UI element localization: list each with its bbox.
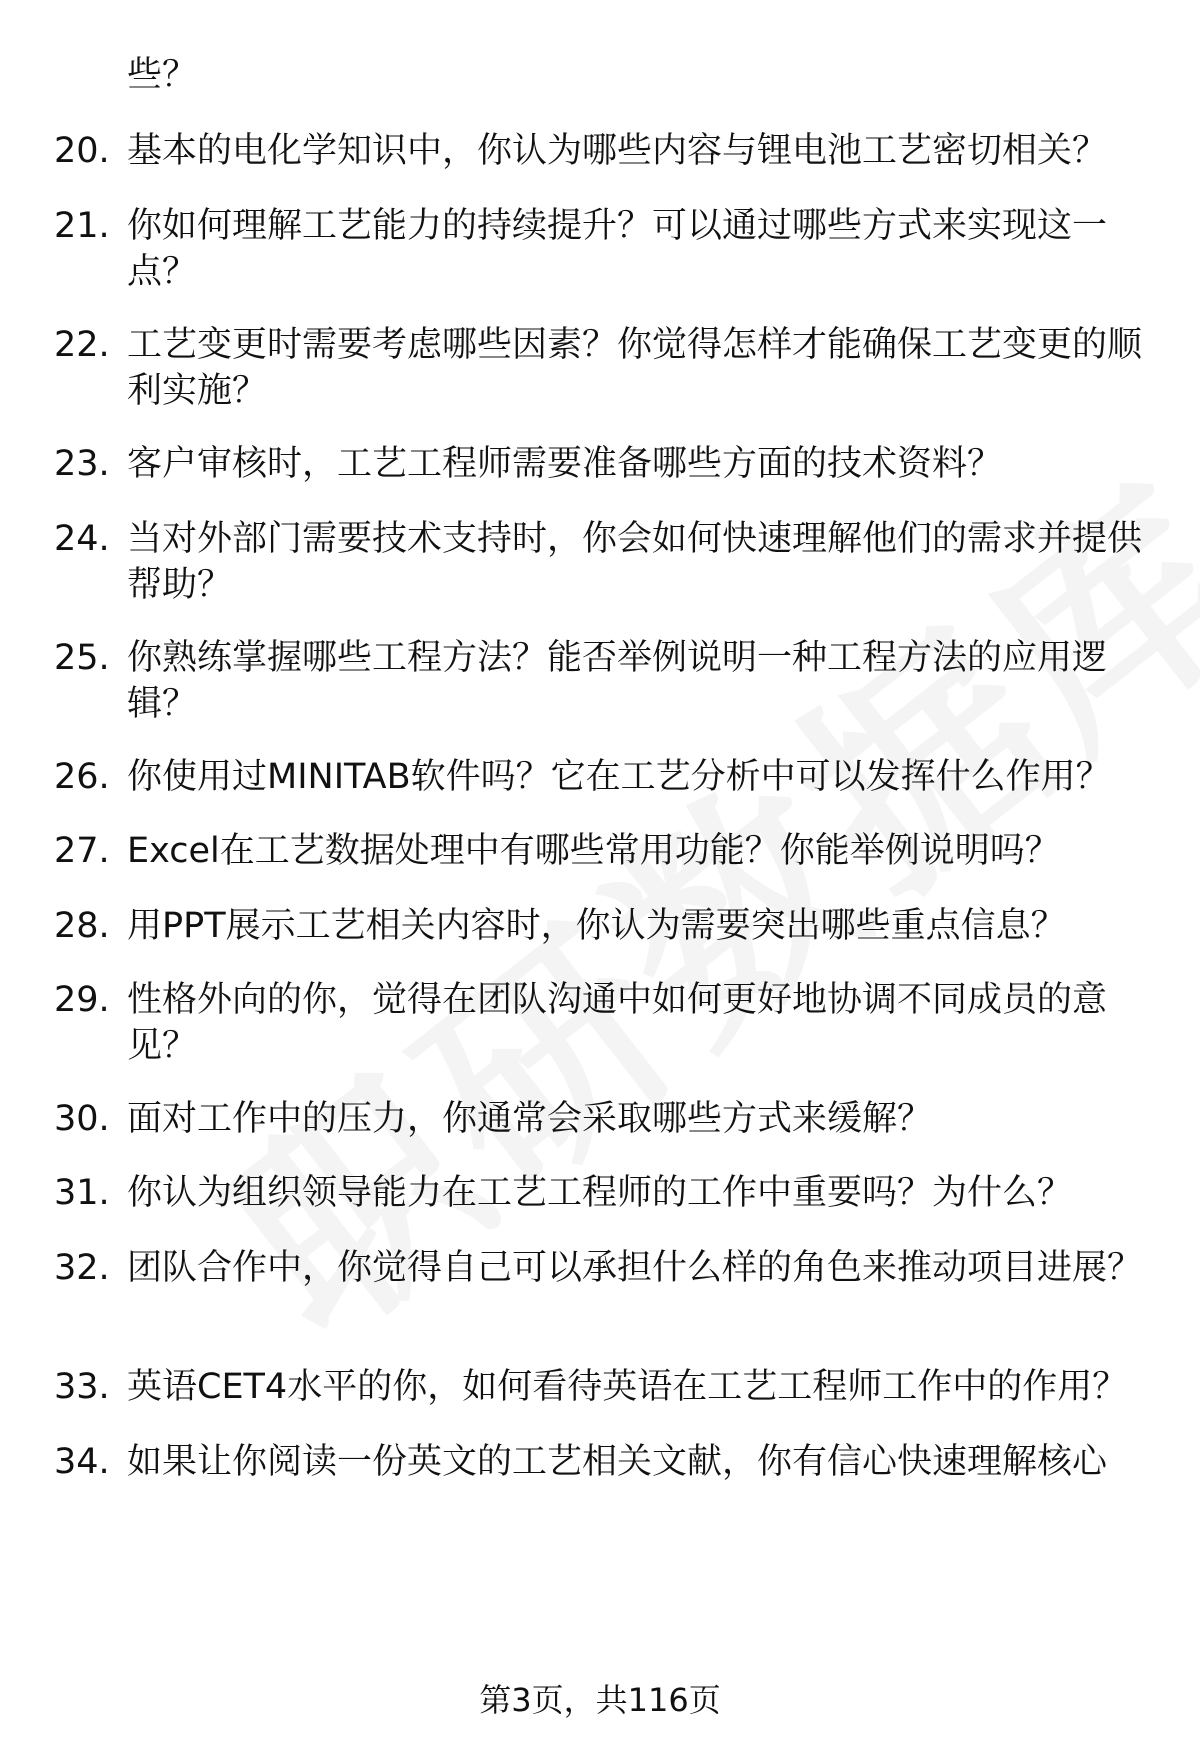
question-text: 工艺变更时需要考虑哪些因素？你觉得怎样才能确保工艺变更的顺利实施？: [127, 325, 1143, 411]
question-text: 你如何理解工艺能力的持续提升？可以通过哪些方式来实现这一点？: [127, 206, 1108, 292]
question-number: 26.: [54, 757, 110, 797]
question-number: 29.: [54, 980, 110, 1020]
question-text: 当对外部门需要技术支持时，你会如何快速理解他们的需求并提供帮助？: [127, 519, 1143, 605]
question-text: 面对工作中的压力，你通常会采取哪些方式来缓解？: [127, 1099, 933, 1139]
question-number: 21.: [54, 206, 110, 246]
question-number: 27.: [54, 831, 110, 871]
question-number: 24.: [54, 519, 110, 559]
question-number: 20.: [54, 131, 110, 171]
question-text: 你熟练掌握哪些工程方法？能否举例说明一种工程方法的应用逻辑？: [127, 638, 1108, 724]
question-text: 你认为组织领导能力在工艺工程师的工作中重要吗？为什么？: [127, 1173, 1073, 1213]
question-number: 30.: [54, 1099, 110, 1139]
question-text: 基本的电化学知识中，你认为哪些内容与锂电池工艺密切相关？: [127, 131, 1108, 171]
page-number-label: 第3页，共116页: [479, 1681, 721, 1719]
question-number: 33.: [54, 1367, 110, 1407]
question-number: 34.: [54, 1442, 110, 1482]
question-text: 团队合作中，你觉得自己可以承担什么样的角色来推动项目进展？: [127, 1248, 1143, 1288]
question-number: 25.: [54, 638, 110, 678]
question-text: 性格外向的你，觉得在团队沟通中如何更好地协调不同成员的意见？: [127, 980, 1108, 1066]
question-text: Excel在工艺数据处理中有哪些常用功能？你能举例说明吗？: [127, 831, 1060, 871]
question-number: 32.: [54, 1248, 110, 1288]
question-number: 22.: [54, 325, 110, 365]
question-text: 些？: [127, 55, 198, 95]
question-text: 客户审核时，工艺工程师需要准备哪些方面的技术资料？: [127, 444, 1003, 484]
page-footer: [0, 1678, 1200, 1722]
question-text: 如果让你阅读一份英文的工艺相关文献，你有信心快速理解核心: [127, 1442, 1108, 1482]
question-text: 英语CET4水平的你，如何看待英语在工艺工程师工作中的作用？: [127, 1367, 1128, 1407]
question-text: 你使用过MINITAB软件吗？它在工艺分析中可以发挥什么作用？: [127, 757, 1111, 797]
question-number: 23.: [54, 444, 110, 484]
question-number: 31.: [54, 1173, 110, 1213]
question-number: 28.: [54, 906, 110, 946]
question-text: 用PPT展示工艺相关内容时，你认为需要突出哪些重点信息？: [127, 906, 1066, 946]
